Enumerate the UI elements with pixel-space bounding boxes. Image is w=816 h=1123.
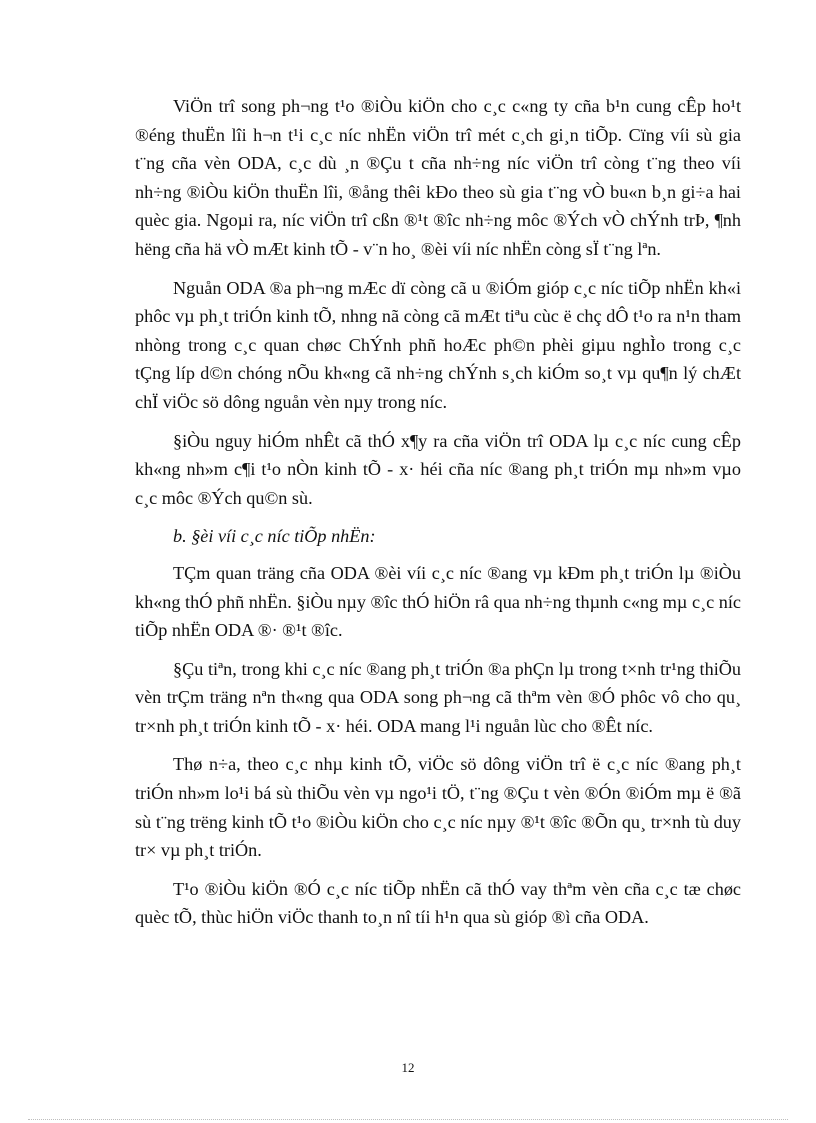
section-subheading: b. §èi víi c¸c níc tiÕp nhËn: — [173, 526, 376, 547]
page-number: 12 — [401, 1060, 415, 1075]
paragraph-bilateral-aid: ViÖn trî song ph¬ng t¹o ®iÒu kiÖn cho c¸c c«ng ty cña b¹n cung cÊp ho¹t ®éng thuËn lîi h¬n t¹i c¸c níc nhËn viÖn trî mét c¸ch gi¸n tiÕp. Cïng víi sù gia t¨ng cña vèn ODA, c¸c dù ¸n ®Çu t cña nh÷ng níc viÖn trî còng t¨ng theo víi nh÷ng ®iÒu kiÖn thuËn lîi, ®ång thêi kÐo theo sù gia t¨ng vÒ bu«n b¸n gi÷a hai quèc gia. Ngoµi ra, níc viÖn trî cßn ®¹t ®îc nh÷ng môc ®Ých vÒ chÝnh trÞ, ¶nh hëng cña hä vÒ mÆt kinh tÕ - v¨n ho¸ ®èi víi níc nhËn còng sÏ t¨ng lªn. — [135, 96, 741, 259]
paragraph-third-point: T¹o ®iÒu kiÖn ®Ó c¸c níc tiÕp nhËn cã thÓ vay thªm vèn cña c¸c tæ chøc quèc tÕ, thùc hiÖn viÖc thanh to¸n nî tíi h¹n qua sù gióp ®ì cña ODA. — [135, 878, 741, 928]
paragraph-first-point: §Çu tiªn, trong khi c¸c níc ®ang ph¸t triÓn ®a phÇn lµ trong t×nh tr¹ng thiÕu vèn trÇm träng nªn th«ng qua ODA song ph¬ng cã thªm vèn ®Ó phôc vô cho qu¸ tr×nh ph¸t triÓn kinh tÕ - x· héi. ODA mang l¹i nguån lùc cho ®Êt níc. — [135, 658, 741, 736]
body-text — [135, 92, 741, 942]
paragraph-second-point: Thø n÷a, theo c¸c nhµ kinh tÕ, viÖc sö dông viÖn trî ë c¸c níc ®ang ph¸t triÓn nh»m lo¹i bá sù thiÕu vèn vµ ngo¹i tÖ, t¨ng ®Çu t vèn ®Ón ®iÓm mµ ë ®ã sù t¨ng trëng kinh tÕ t¹o ®iÒu kiÖn cho c¸c níc nµy ®¹t ®îc ®Õn qu¸ tr×nh tù duy tr× vµ ph¸t triÓn. — [135, 754, 741, 861]
paragraph-oda-importance: TÇm quan träng cña ODA ®èi víi c¸c níc ®ang vµ kÐm ph¸t triÓn lµ ®iÒu kh«ng thÓ phñ nhËn. §iÒu nµy ®îc thÓ hiÖn râ qua nh÷ng thµnh c«ng mµ c¸c níc tiÕp nhËn ODA ®· ®¹t ®îc. — [135, 562, 741, 641]
page-edge-divider — [28, 1119, 788, 1120]
paragraph-multilateral-oda: Nguån ODA ®a ph¬ng mÆc dï còng cã u ®iÓm gióp c¸c níc tiÕp nhËn kh«i phôc vµ ph¸t triÓn kinh tÕ, nhng nã còng cã mÆt tiªu cùc ë chç dÔ t¹o ra n¹n tham nhòng trong c¸c quan chøc ChÝnh phñ hoÆc ph©n phèi giµu nghÌo trong c¸c tÇng líp d©n chóng nÕu kh«ng cã nh÷ng chÝnh s¸ch kiÓm so¸t vµ qu¶n lý chÆt chÏ viÖc sö dông nguån vèn nµy trong níc. — [135, 277, 741, 412]
paragraph-oda-danger: §iÒu nguy hiÓm nhÊt cã thÓ x¶y ra cña viÖn trî ODA lµ c¸c níc cung cÊp kh«ng nh»m c¶i t¹o nÒn kinh tÕ - x· héi cña níc ®ang ph¸t triÓn mµ nh»m vµo c¸c môc ®Ých qu©n sù. — [135, 430, 741, 508]
